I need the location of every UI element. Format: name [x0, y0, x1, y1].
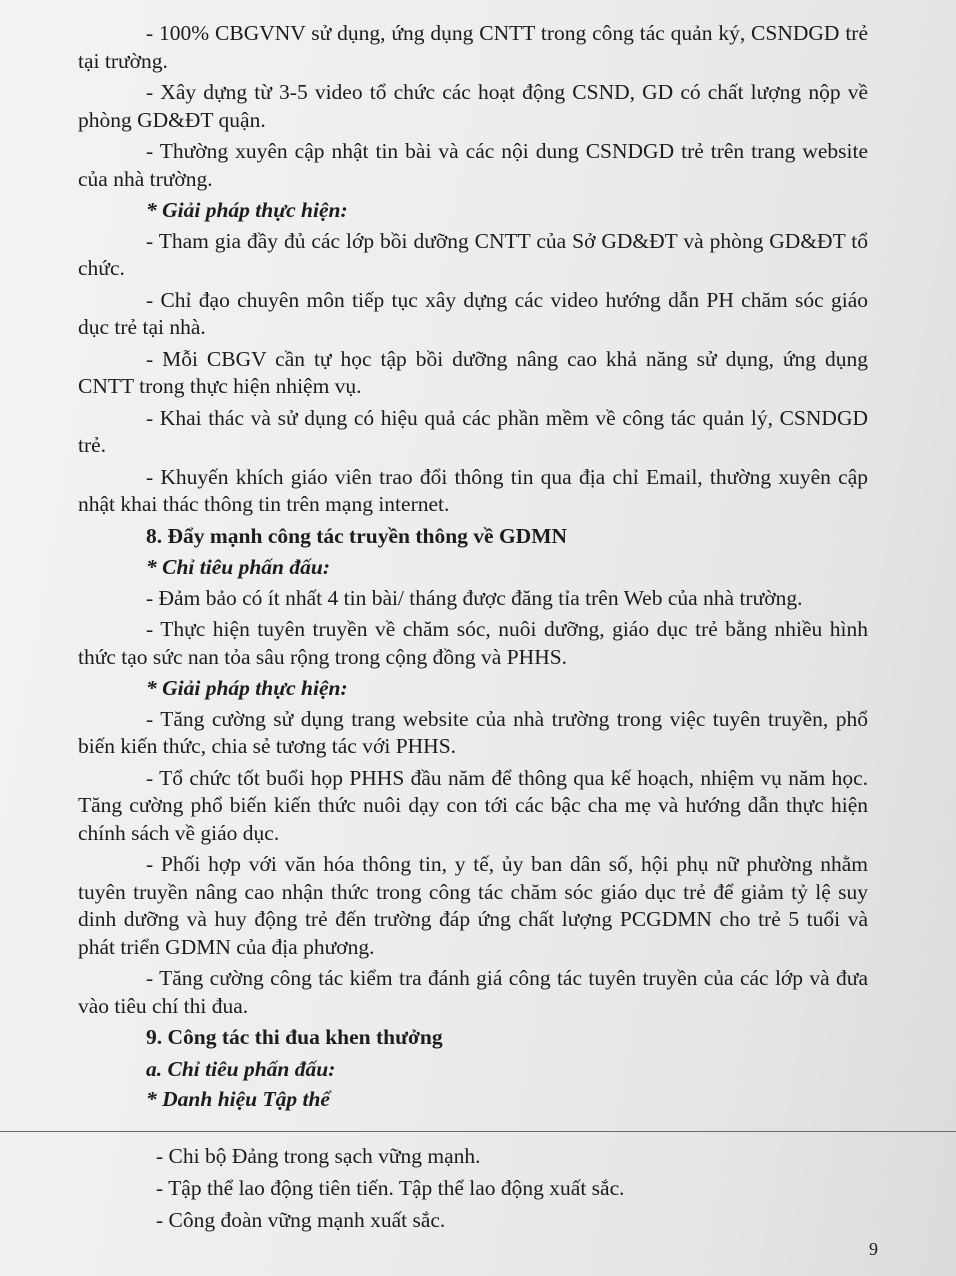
collective-item: - Công đoàn vững mạnh xuất sắc.	[156, 1208, 446, 1232]
paragraph-video: - Xây dựng từ 3-5 video tổ chức các hoạt động CSND, GD có chất lượng nộp về phòng GD&ĐT quận.	[78, 80, 868, 132]
solution-item: - Chỉ đạo chuyên môn tiếp tục xây dựng các video hướng dẫn PH chăm sóc giáo dục trẻ tại nhà.	[78, 287, 868, 339]
target-item: - Thực hiện tuyên truyền về chăm sóc, nuôi dưỡng, giáo dục trẻ bằng nhiều hình thức tạo sức nan tỏa sâu rộng trong cộng đồng và PHHS.	[78, 617, 868, 669]
paragraph-it-usage: - 100% CBGVNV sử dụng, ứng dụng CNTT trong công tác quản ký, CSNDGD trẻ tại trường.	[78, 21, 868, 73]
solution-item: - Mỗi CBGV cần tự học tập bồi dưỡng nâng cao khả năng sử dụng, ứng dụng CNTT trong thực hiện nhiệm vụ.	[78, 346, 868, 398]
solution-item: - Tăng cường sử dụng trang website của nhà trường trong việc tuyên truyền, phổ biến kiến thức, chia sẻ tương tác với PHHS.	[78, 706, 868, 758]
solution-item: - Khuyến khích giáo viên trao đổi thông tin qua địa chỉ Email, thường xuyên cập nhật khai thác thông tin trên mạng internet.	[78, 464, 868, 516]
solution-item: - Phối hợp với văn hóa thông tin, y tế, ủy ban dân số, hội phụ nữ phường nhằm tuyên truyền nâng cao nhận thức trong công tác chăm sóc giáo dục trẻ để giảm tỷ lệ suy dinh dưỡng và huy động trẻ đến trường đáp ứng chất lượng PCGDMN cho trẻ 5 tuổi và phát triển GDMN của địa phương.	[78, 852, 868, 959]
solution-item: - Tăng cường công tác kiểm tra đánh giá công tác tuyên truyền của các lớp và đưa vào tiêu chí thi đua.	[78, 966, 868, 1018]
target-item: - Đảm bảo có ít nhất 4 tin bài/ tháng được đăng tỉa trên Web của nhà trường.	[146, 585, 803, 610]
page-fold-line	[0, 1131, 956, 1132]
sub-a-title: a. Chỉ tiêu phấn đấu:	[146, 1056, 336, 1081]
paragraph-website: - Thường xuyên cập nhật tin bài và các nội dung CSNDGD trẻ trên trang website của nhà trường.	[78, 139, 868, 191]
solution-item: - Khai thác và sử dụng có hiệu quả các phần mềm về công tác quản lý, CSNDGD trẻ.	[78, 405, 868, 457]
page-number: 9	[869, 1239, 878, 1259]
document-body	[78, 20, 868, 1117]
collective-item: - Tập thể lao động tiên tiến. Tập thể lao động xuất sắc.	[156, 1176, 625, 1200]
collective-list	[78, 1140, 868, 1236]
solutions-title-7: * Giải pháp thực hiện:	[146, 198, 348, 222]
solution-item: - Tổ chức tốt buổi họp PHHS đầu năm để thông qua kế hoạch, nhiệm vụ năm học. Tăng cường phổ biến kiến thức nuôi dạy con tới các bậc cha mẹ và hướng dẫn thực hiện chính sách về giáo dục.	[78, 765, 868, 845]
solutions-title-8: * Giải pháp thực hiện:	[146, 676, 348, 700]
section-8-heading: 8. Đẩy mạnh công tác truyền thông về GDMN	[146, 523, 568, 548]
targets-title-8: * Chỉ tiêu phấn đấu:	[146, 555, 330, 579]
section-9-heading: 9. Công tác thi đua khen thưởng	[146, 1025, 443, 1049]
collective-item: - Chi bộ Đảng trong sạch vững mạnh.	[156, 1144, 481, 1168]
solution-item: - Tham gia đầy đủ các lớp bồi dưỡng CNTT của Sở GD&ĐT và phòng GD&ĐT tổ chức.	[78, 228, 868, 280]
collective-title: * Danh hiệu Tập thể	[146, 1087, 330, 1111]
